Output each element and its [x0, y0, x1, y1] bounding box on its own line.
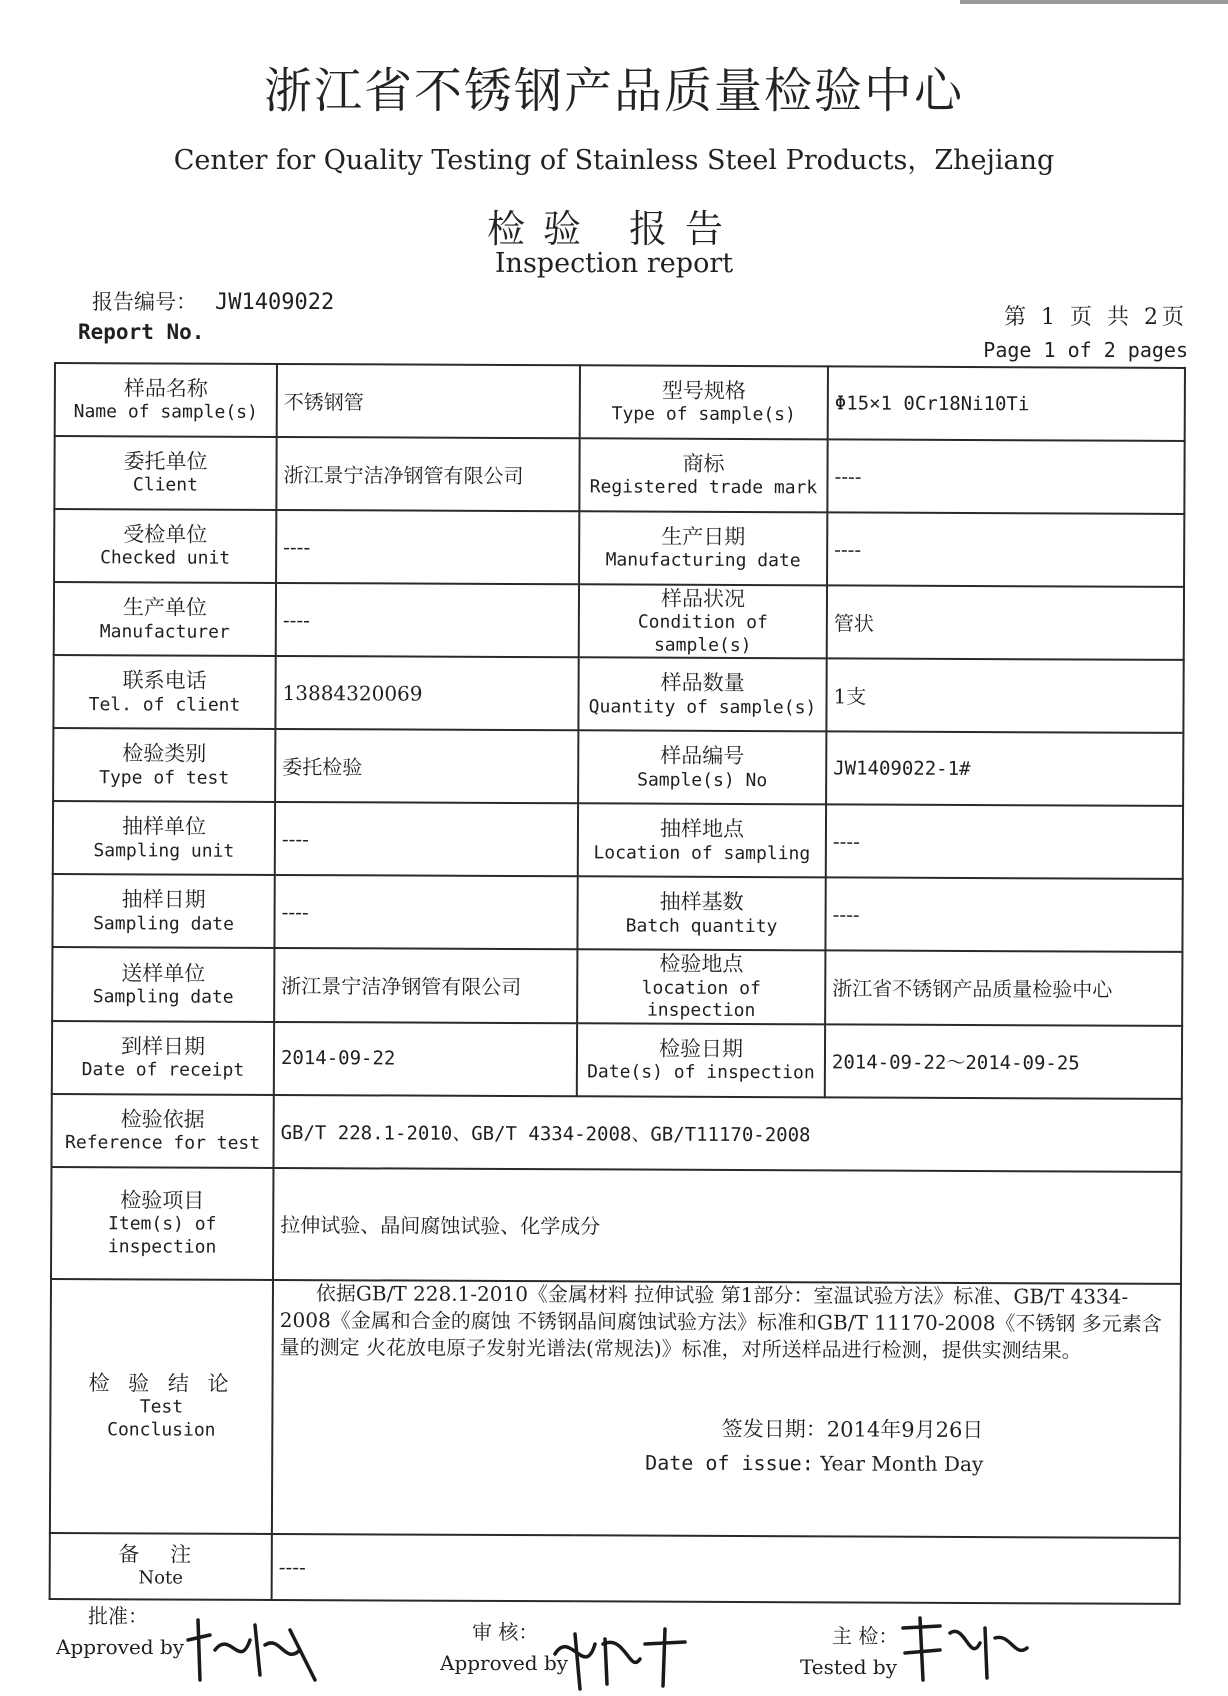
- inspection-items-value: 拉伸试验、晶间腐蚀试验、化学成分: [273, 1167, 1181, 1283]
- page-indicator-cn: 第 1 页 共 2页: [1004, 305, 1188, 330]
- field-label: 受检单位 Checked unit: [54, 509, 276, 583]
- page-indicator-en: Page 1 of 2 pages: [983, 338, 1188, 362]
- table-row: [50, 1278, 1181, 1537]
- sample-name-value: 不锈钢管: [277, 364, 580, 438]
- table-row: [53, 801, 1183, 879]
- receipt-date-value: 2014-09-22: [274, 1021, 577, 1095]
- trade-mark-value: ----: [827, 439, 1184, 514]
- conclusion-cell: [272, 1279, 1181, 1537]
- table-row: [54, 509, 1184, 587]
- sampling-location-value: ----: [826, 805, 1183, 880]
- table-row: [53, 655, 1183, 733]
- approver-signature-mark: [180, 1610, 330, 1690]
- table-row: [52, 874, 1182, 952]
- table-row: [51, 1166, 1181, 1283]
- field-label: 抽样基数 Batch quantity: [577, 877, 825, 951]
- field-label: 备 注 Note: [50, 1532, 272, 1599]
- field-label: 生产单位 Manufacturer: [54, 582, 276, 656]
- tester-signature-mark: [895, 1608, 1035, 1688]
- table-row: [54, 582, 1184, 660]
- field-label: 检验依据 Reference for test: [51, 1093, 273, 1167]
- field-label: 检验类别 Type of test: [53, 728, 275, 802]
- table-row: [52, 1020, 1182, 1098]
- sender-unit-value: 浙江景宁洁净钢管有限公司: [274, 948, 577, 1023]
- inspection-date-value: 2014-09-22～2014-09-25: [825, 1024, 1182, 1099]
- field-label: 检 验 结 论 Test Conclusion: [50, 1278, 273, 1533]
- inspection-table: [49, 362, 1186, 1604]
- signature-reviewer: 审 核： Approved by: [440, 1620, 569, 1675]
- inspection-location-value: 浙江省不锈钢产品质量检验中心: [825, 951, 1182, 1026]
- sample-type-value: Φ15×1 0Cr18Ni10Ti: [828, 366, 1185, 441]
- client-tel-value: 13884320069: [275, 656, 578, 730]
- field-label: 抽样单位 Sampling unit: [53, 801, 275, 875]
- field-label: 送样单位 Sampling date: [52, 947, 274, 1021]
- field-label: 抽样日期 Sampling date: [52, 874, 274, 948]
- table-row: [53, 728, 1183, 806]
- field-label: 型号规格 Type of sample(s): [580, 365, 828, 439]
- field-label: 样品状况 Condition of sample(s): [579, 584, 827, 658]
- note-value: ----: [272, 1533, 1180, 1603]
- table-row: [50, 1532, 1180, 1603]
- report-number-value: JW1409022: [215, 290, 335, 315]
- field-label: 到样日期 Date of receipt: [52, 1020, 274, 1094]
- field-label: 样品名称 Name of sample(s): [55, 363, 277, 437]
- field-label: 样品数量 Quantity of sample(s): [578, 658, 826, 732]
- field-label: 委托单位 Client: [54, 436, 276, 510]
- field-label: 检验项目 Item(s) of inspection: [51, 1166, 273, 1279]
- report-title-en: Inspection report: [494, 248, 734, 279]
- center-title-en: Center for Quality Testing of Stainless Steel Products，Zhejiang: [173, 145, 1055, 176]
- table-row: [51, 1093, 1181, 1171]
- report-title-cn: 检验 报告: [486, 207, 742, 251]
- batch-quantity-value: ----: [825, 878, 1182, 953]
- field-label: 商标 Registered trade mark: [579, 438, 827, 512]
- field-label: 联系电话 Tel. of client: [53, 655, 275, 729]
- client-value: 浙江景宁洁净钢管有限公司: [276, 437, 579, 511]
- sampling-date-value: ----: [274, 875, 577, 949]
- reviewer-signature-mark: [545, 1614, 695, 1694]
- field-label: 检验地点 location of inspection: [577, 950, 825, 1024]
- center-title-cn: 浙江省不锈钢产品质量检验中心: [263, 63, 964, 119]
- field-label: 检验日期 Date(s) of inspection: [577, 1023, 825, 1097]
- table-row: [52, 947, 1182, 1025]
- issue-date-en: Date of issue: Year Month Day: [645, 1450, 984, 1477]
- sample-condition-value: 管状: [827, 585, 1184, 660]
- field-label: 抽样地点 Location of sampling: [578, 804, 826, 878]
- table-row: [55, 363, 1185, 441]
- table-row: [54, 436, 1184, 514]
- reference-value: GB/T 228.1-2010、GB/T 4334-2008、GB/T11170-2008: [273, 1094, 1181, 1171]
- issue-date: 签发日期：2014年9月26日: [721, 1416, 984, 1443]
- sampling-unit-value: ----: [275, 802, 578, 876]
- signature-tester: 主 检： Tested by: [800, 1624, 899, 1679]
- checked-unit-value: ----: [276, 510, 579, 584]
- report-number: [92, 286, 334, 316]
- report-number-label-en: Report No.: [78, 320, 205, 344]
- top-edge-line: [960, 0, 1228, 4]
- manufacturing-date-value: ----: [827, 512, 1184, 587]
- signature-approver: 批准： Approved by: [56, 1604, 185, 1659]
- field-label: 生产日期 Manufacturing date: [579, 511, 827, 585]
- manufacturer-value: ----: [276, 583, 579, 658]
- report-number-label: 报告编号：: [92, 290, 197, 314]
- sample-quantity-value: 1支: [826, 659, 1183, 734]
- sample-number-value: JW1409022-1#: [826, 732, 1183, 807]
- field-label: 样品编号 Sample(s) No: [578, 731, 826, 805]
- test-type-value: 委托检验: [275, 729, 578, 803]
- conclusion-text: 依据GB/T 228.1-2010《金属材料 拉伸试验 第1部分：室温试验方法》标准、GB/T 4334-2008《金属和合金的腐蚀 不锈钢晶间腐蚀试验方法》标准和GB/T 11170-2008《不锈钢 多元素含量的测定 火花放电原子发射光谱法(常规法)》标准，对所送样品进行检测，提供实测结果。: [279, 1281, 1162, 1363]
